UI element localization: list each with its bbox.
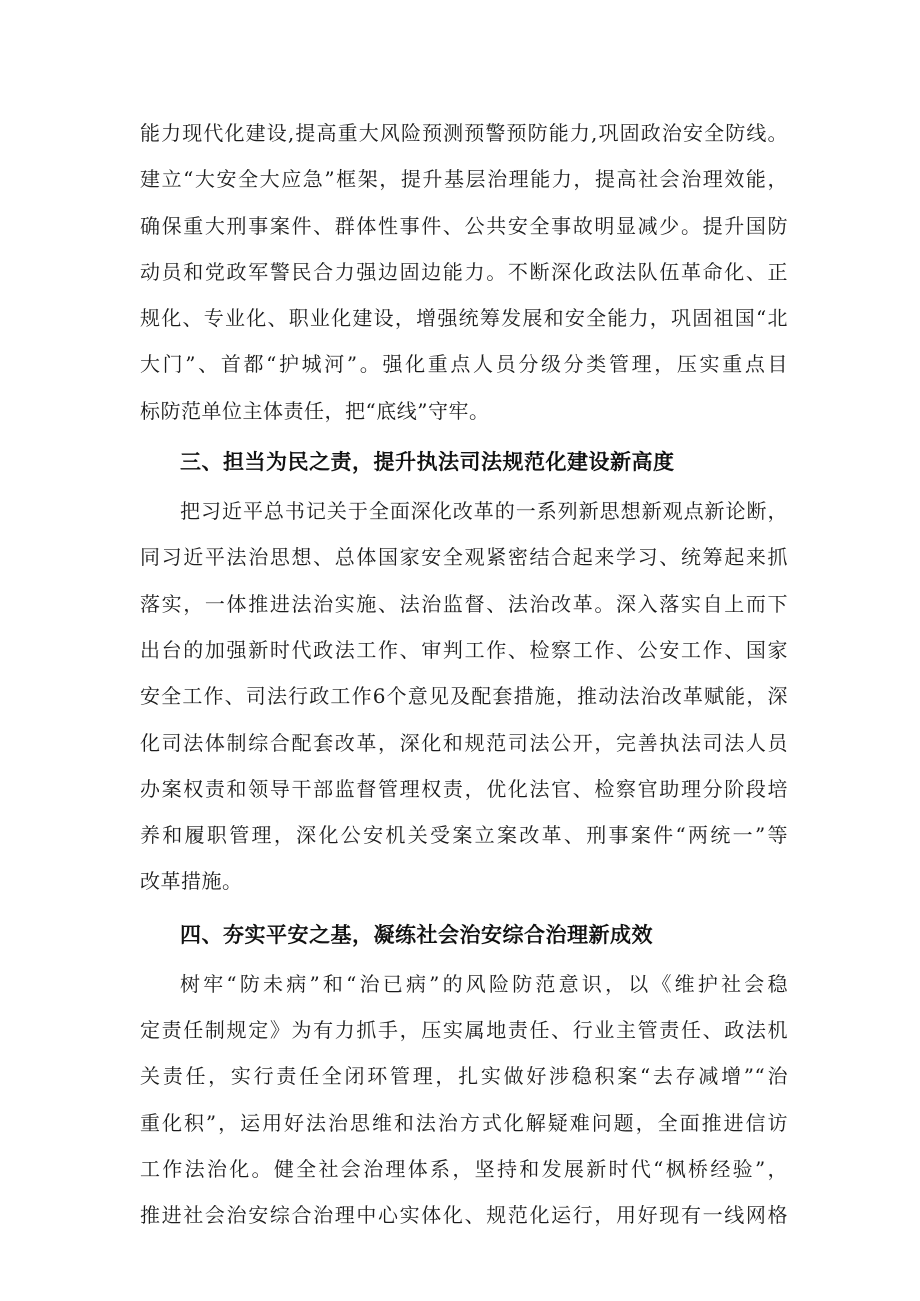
text-line: 定责任制规定》为有力抓手，压实属地责任、行业主管责任、政法机: [140, 1018, 788, 1043]
section-4-paragraph: [140, 961, 788, 1239]
text-line: 办案权责和领导干部监督管理权责，优化法官、检察官助理分阶段培: [140, 776, 788, 801]
section-3-paragraph: [140, 488, 788, 905]
text-line: 化司法体制综合配套改革，深化和规范司法公开，完善执法司法人员: [140, 730, 788, 755]
text-line: 标防范单位主体责任，把“底线”守牢。: [140, 398, 490, 423]
text-line: 关责任，实行责任全闭环管理，扎实做好涉稳积案“去存减增”“治: [140, 1064, 788, 1089]
text-line: 养和履职管理，深化公安机关受案立案改革、刑事案件“两统一”等: [140, 823, 788, 848]
text-line: 大门”、首都“护城河”。强化重点人员分级分类管理，压实重点目: [140, 352, 788, 377]
text-line: 把习近平总书记关于全面深化改革的一系列新思想新观点新论断，: [180, 499, 788, 524]
text-line: 改革措施。: [140, 869, 243, 894]
section-4-heading: 四、夯实平安之基，凝练社会治安综合治理新成效: [180, 922, 653, 947]
text-line: 落实，一体推进法治实施、法治监督、法治改革。深入落实自上而下: [140, 591, 788, 616]
section-3-heading: 三、担当为民之责，提升执法司法规范化建设新高度: [180, 450, 675, 475]
text-line: 能力现代化建设,提高重大风险预测预警预防能力,巩固政治安全防线。: [140, 121, 788, 145]
text-line: 安全工作、司法行政工作6个意见及配套措施，推动法治改革赋能，深: [140, 684, 788, 709]
text-line: 重化积”，运用好法治思维和法治方式化解疑难问题，全面推进信访: [140, 1110, 788, 1135]
text-line: 树牢“防未病”和“治已病”的风险防范意识，以《维护社会稳: [180, 971, 788, 996]
text-line: 确保重大刑事案件、群体性事件、公共安全事故明显减少。提升国防: [140, 213, 788, 238]
text-line: 建立“大安全大应急”框架，提升基层治理能力，提高社会治理效能，: [140, 167, 788, 192]
text-line: 推进社会治安综合治理中心实体化、规范化运行，用好现有一线网格: [140, 1203, 788, 1228]
text-line: 同习近平法治思想、总体国家安全观紧密结合起来学习、统筹起来抓: [140, 545, 788, 570]
paragraph-1: [140, 110, 788, 434]
text-line: 出台的加强新时代政法工作、审判工作、检察工作、公安工作、国家: [140, 637, 788, 662]
text-line: 规化、专业化、职业化建设，增强统筹发展和安全能力，巩固祖国“北: [140, 306, 788, 331]
text-line: 工作法治化。健全社会治理体系，坚持和发展新时代“枫桥经验”，: [140, 1156, 788, 1181]
document-page: [140, 110, 788, 1239]
text-line: 动员和党政军警民合力强边固边能力。不断深化政法队伍革命化、正: [140, 259, 788, 284]
